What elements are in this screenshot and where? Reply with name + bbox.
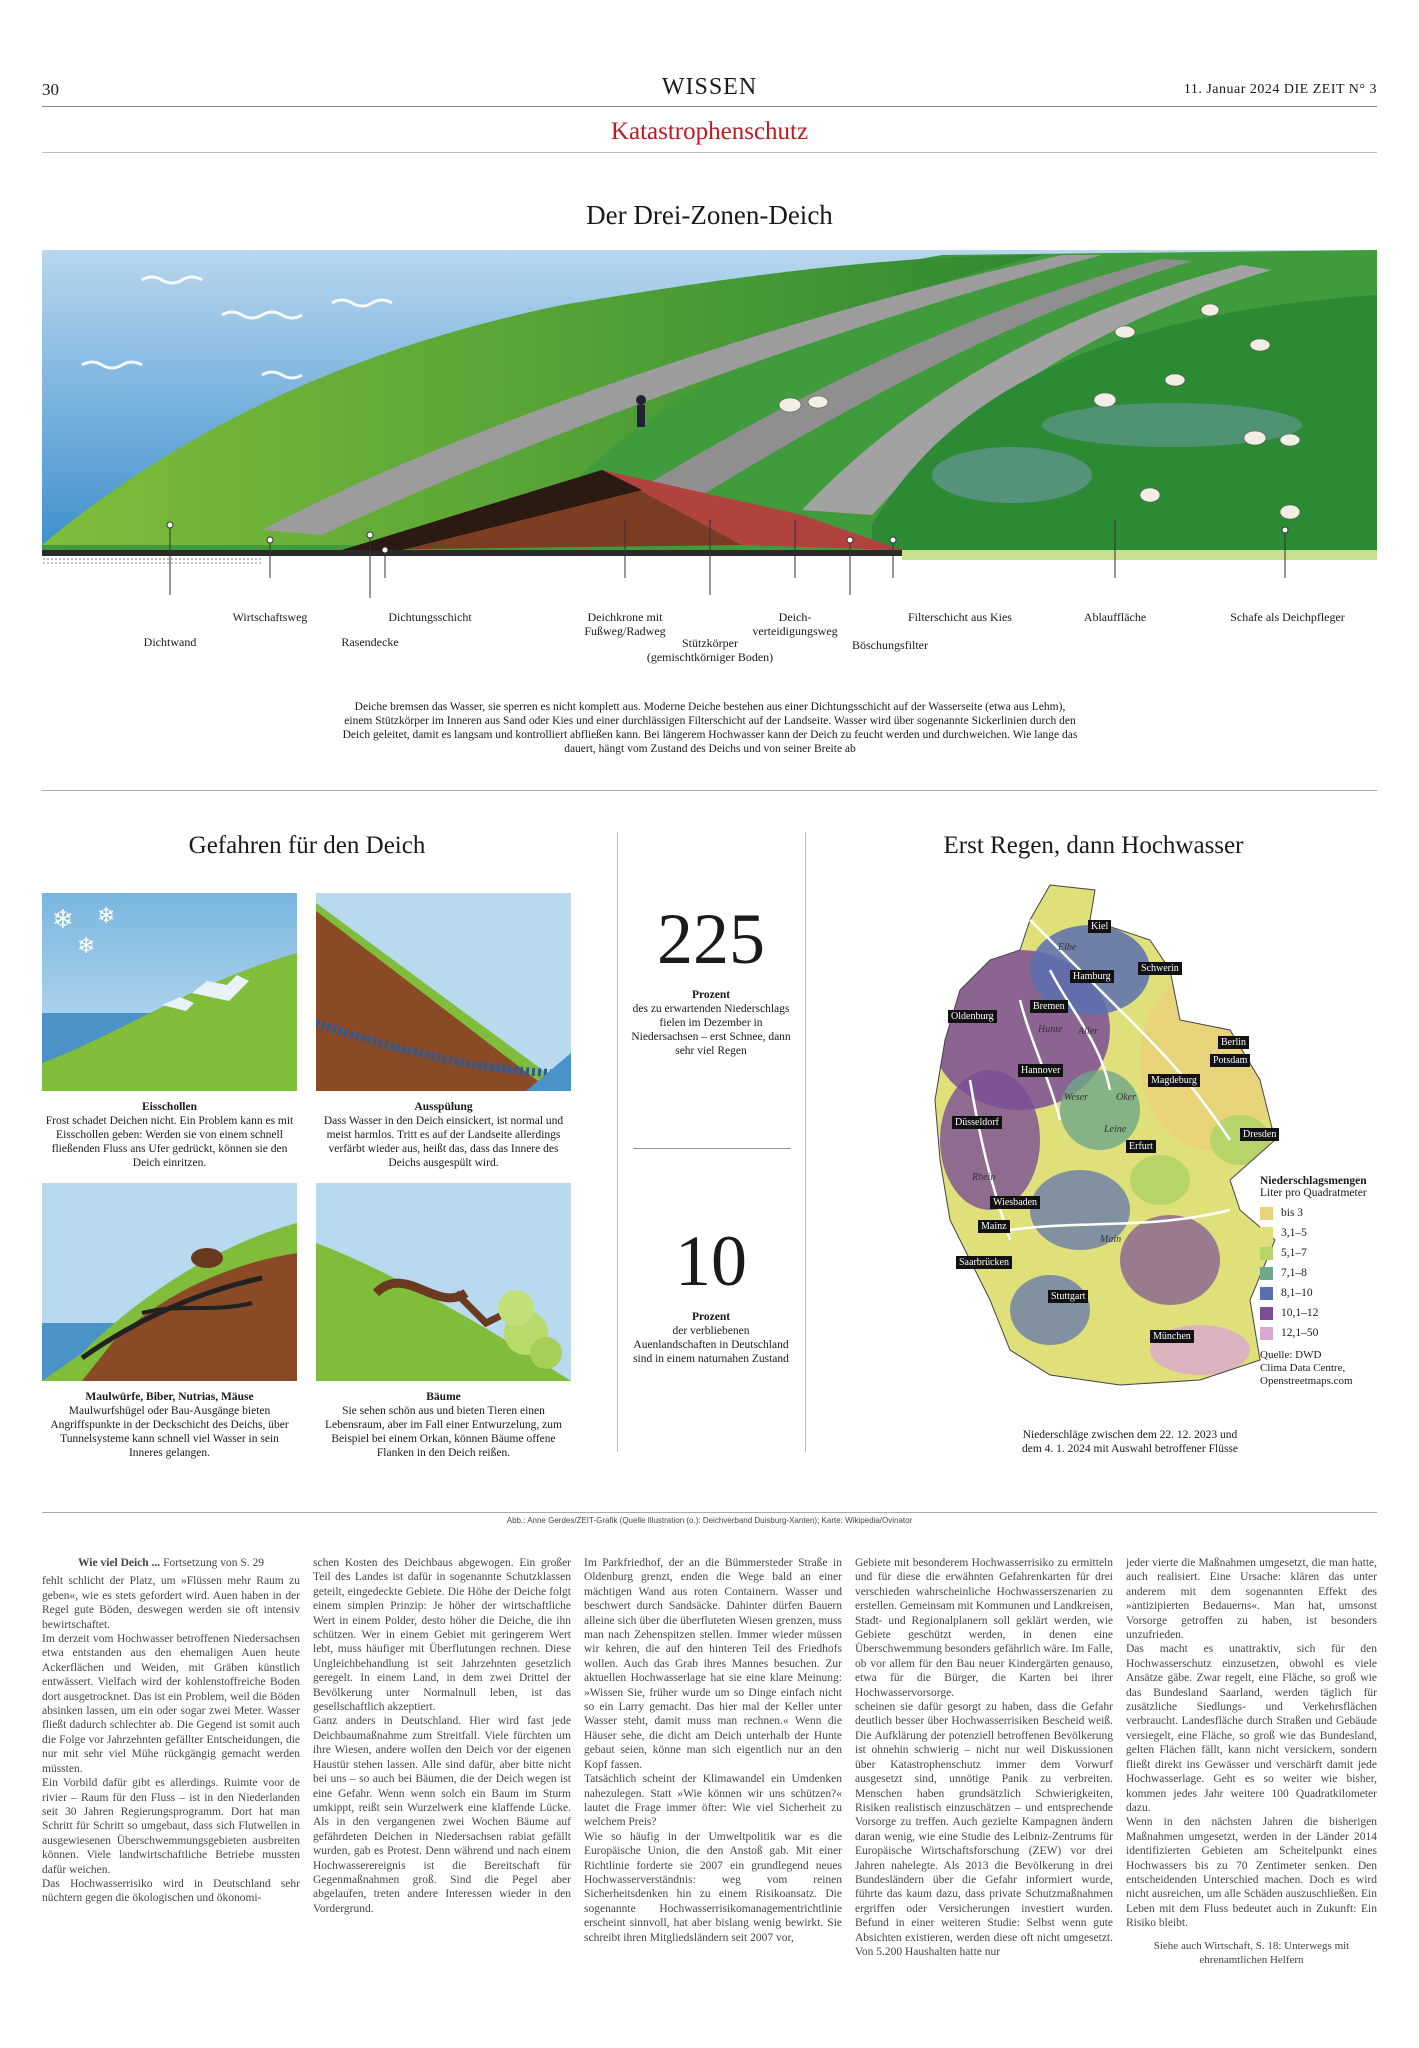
sheep (1250, 339, 1270, 351)
gefahr-2-head: Ausspülung (414, 1101, 473, 1113)
snowflake-icon: ❄ (77, 933, 96, 958)
legend-label: 8,1–10 (1281, 1287, 1313, 1299)
gefahr-1-text: Frost schadet Deichen nicht. Ein Problem kann es mit Eisschollen geben: Werden sie von einem schnell fließenden Fluss ans Ufer gedrückt, können sie den Deich einritzen. (45, 1115, 294, 1169)
article-col-3: Im Parkfriedhof, der an die Bümmersteder Straße in Oldenburg grenzt, enden die Wege bald an einer mächtigen Wand aus roten Containern. Wasser und beschwert durch Sandsäcke. Dahinter dürfen Bauern alleine sich über die überfluteten Wiesen grenzen, muss man nach Zehenspitzen stellen. Immer wieder müssen wir kehren, die auf den hinteren Teil des Friedhofs wollen. Auch das Grab ihres Mannes besuchen. Zur aktuellen Hochwasserlage hat sie eine klare Meinung: »Wissen Sie, früher wurde um so Dinge einfach nicht so ein Larry gemacht. Das hier mal der Keller unter Wasser steht, damit muss man rechnen.« Wenn die Häuser sehe, die dicht am Deich unterhalb der Hunte gebaut seien, könne man sich eigentlich nur an den Kopf fassen. Tatsächlich scheint der Klimawandel ein Umdenken nahezulegen. Statt »Wie können wir uns schützen?« lautet die Frage immer öfter: Wie viel Sicherheit zu welchem Preis? Wie so häufig in der Umweltpolitik war es die Europäische Union, die den Anstoß gab. Mit einer Richtlinie forderte sie 2007 ein grundlegend neues Hochwasserverständnis: weg vom reinen Sicherheitsdenken hin zu einem Risikoansatz. Die sogenannte Hochwasserrisikomanagementrichtlinie erscheint sinnvoll, hat aber bislang wenig bewirkt. Sie schreibt ihren Mitgliedsländern seit 2007 vor, (584, 1557, 842, 1944)
kicker: Katastrophenschutz (610, 118, 809, 145)
article-col-1 (42, 1556, 300, 1906)
legend-item (1260, 1283, 1380, 1303)
sheep (779, 398, 801, 412)
panel-baeume (316, 1183, 571, 1381)
sheep (1244, 431, 1266, 445)
city-saarbruecken: Saarbrücken (956, 1256, 1012, 1269)
animal (191, 1248, 223, 1268)
city-schwerin: Schwerin (1138, 962, 1182, 975)
legend-label: bis 3 (1281, 1207, 1304, 1219)
river-elbe: Elbe (1058, 942, 1077, 953)
city-berlin: Berlin (1218, 1036, 1249, 1049)
legend-item (1260, 1263, 1380, 1283)
legend-swatch (1260, 1247, 1273, 1260)
city-muenchen: München (1150, 1330, 1194, 1343)
walker (636, 395, 646, 427)
deich-title: Der Drei-Zonen-Deich (586, 200, 833, 230)
label-boeschungsfilter: Böschungsfilter (852, 638, 928, 652)
river-hunte: Hunte (1038, 1024, 1063, 1035)
legend-item (1260, 1303, 1380, 1323)
kicker-rule (42, 152, 1377, 153)
legend-item (1260, 1243, 1380, 1263)
section-title: WISSEN (661, 74, 758, 100)
sheep (1165, 374, 1185, 386)
page-number: 30 (42, 80, 59, 99)
header-rule (42, 106, 1377, 107)
legend-swatch (1260, 1287, 1273, 1300)
gefahr-1 (42, 1100, 297, 1170)
stat-1-value: 225 (657, 899, 765, 979)
gefahr-1-head: Eisschollen (142, 1101, 197, 1113)
legend-swatch (1260, 1207, 1273, 1220)
city-hamburg: Hamburg (1070, 970, 1114, 983)
river-aller: Aller (1078, 1026, 1098, 1037)
article-col-5-text: jeder vierte die Maßnahmen umgesetzt, die man hatte, auch realisiert. Eine Ursache: klären das unter anderem mit dem sogenannten Effekt des »antizipierten Bedauerns«. Man hat, umsonst Vorsorge getroffen zu haben, ist besonders unzufrieden. Das macht es unattraktiv, sich für den Hochwasserschutz einzusetzen, obwohl es viele Ansätze gäbe. Zwar regelt, eine Fläche, so groß wie das Bundesland Saarland, werden täglich für zusätzliche Siedlungs- und Verkehrsflächen verbraucht. Landesfläche durch Straßen und Gebäude versiegelt, eine Fläche, so groß wie das Bundesland, gelten Flächen fällt, kann nicht versickern, sondern fließt direkt ins Gewässer und verschärft damit jede Hochwasserlage. Geht es so weiter wie bisher, kommen jedes Jahr weitere 100 Quadratkilometer dazu. Wenn in den nächsten Jahren die bisherigen Maßnahmen umgesetzt, werden in der Länder 2014 identifizierten Gebieten am Scheitelpunkt eines Hochwassers bis zu 70 Zentimeter senken. Den entscheidenden Unterschied machen. Doch es wird nicht ausreichen, um alle Schäden auszuschließen. Ein Leben mit dem Fluss bedeutet auch in Zukunft: Ein Risiko bleibt. (1126, 1557, 1377, 1930)
gefahr-2-text: Dass Wasser in den Deich einsickert, ist normal und meist harmlos. Tritt es auf der Landseite allerdings verfärbt wieder aus, heißt das, dass das Innere des Deichs ausgespült wird. (323, 1115, 564, 1169)
credit-rule (42, 1512, 1377, 1513)
article-col-5 (1126, 1556, 1377, 1967)
label-deichkrone: Deichkrone mit Fußweg/Radweg (584, 610, 666, 638)
image-credit: Abb.: Anne Gerdes/ZEIT-Grafik (Quelle Illustration (o.): Deichverband Duisburg-Xanten); Karte: Wikipedia/Ovinator (506, 1516, 913, 1525)
legend-label: 5,1–7 (1281, 1247, 1307, 1259)
map-legend (1260, 1175, 1380, 1388)
city-dresden: Dresden (1240, 1128, 1279, 1141)
city-oldenburg: Oldenburg (948, 1010, 997, 1023)
gefahr-2 (316, 1100, 571, 1170)
gefahr-4-head: Bäume (426, 1391, 461, 1403)
sheep (808, 396, 828, 408)
article-col-1-text: fehlt schlicht der Platz, um »Flüssen mehr Raum zu geben«, wie es stets gefordert wird. Auen haben in der Regel gute Böden, deswegen werden sie oft intensiv bewirtschaftet. Im derzeit vom Hochwasser betroffenen Niedersachsen etwa entstanden aus den ehemaligen Auen heute Ackerflächen und Weiden, mit Gräben künstlich entwässert. Vielfach wird der kohlenstoffreiche Boden dort ausgetrocknet. Das ist ein Problem, weil die Böden absinken lassen, um ein oder sogar zwei Meter. Wasser fließt dadurch schlechter ab. Die Gegend ist somit auch die Folge vor Jahrzehnten gefällter Entscheidungen, die nur mit sehr viel Mühe rückgängig gemacht werden müssten. Ein Vorbild dafür gibt es allerdings. Ruimte voor de rivier – Raum für den Fluss – ist in den Niederlanden seit 30 Jahren Regierungsprogramm. Dort hat man Schritt für Schritt so umgebaut, dass sich Flutwellen in ausgewiesenen Überschwemmungsgebieten ausbreiten können. Viele landwirtschaftliche Betriebe mussten dafür weichen. Das Hochwasserrisiko wird in Deutschland sehr nüchtern gegen die ökologischen und ökonomi- (42, 1575, 300, 1905)
river-rhein: Rhein (972, 1172, 996, 1183)
city-hannover: Hannover (1018, 1064, 1063, 1077)
snowflake-icon: ❄ (52, 905, 74, 934)
snowflake-icon: ❄ (97, 903, 116, 928)
stat-2-text: der verbliebenen Auenlandschaften in Deutschland sind in einem naturnahen Zustand (633, 1325, 789, 1365)
city-duesseldorf: Düsseldorf (952, 1116, 1002, 1129)
legend-label: 12,1–50 (1281, 1327, 1319, 1339)
stat-1-unit: Prozent (691, 989, 731, 1001)
legend-swatch (1260, 1227, 1273, 1240)
city-mainz: Mainz (978, 1220, 1010, 1233)
map-source: Quelle: DWD Clima Data Centre, Openstreetmaps.com (1260, 1349, 1353, 1387)
river-main: Main (1100, 1234, 1122, 1245)
stat-2-unit: Prozent (691, 1311, 731, 1323)
legend-title: Niederschlagsmengen (1260, 1175, 1367, 1187)
legend-item (1260, 1223, 1380, 1243)
city-wiesbaden: Wiesbaden (990, 1196, 1040, 1209)
stat-1-text: des zu erwartenden Niederschlags fielen im Dezember in Niedersachsen – erst Schnee, dann sehr viel Regen (631, 1003, 791, 1057)
map-title: Erst Regen, dann Hochwasser (943, 832, 1244, 859)
article-kicker: Wie viel Deich ... (77, 1557, 161, 1569)
sheep (1280, 434, 1300, 446)
issue-date: 11. Januar 2024 DIE ZEIT N° 3 (1183, 82, 1377, 97)
article-col-4: Gebiete mit besonderem Hochwasserrisiko zu ermitteln und für diese die erwähnten Gefahrenkarten für drei verschieden wahrscheinliche Hochwasserszenarien zu erstellen. Gemeinsam mit Kommunen und Landkreisen, Stadt- und Regionalplanern soll geklärt werden, wie Gebiete geschützt werden, in denen eine Überschwemmung besonders gefährlich wäre. Im Falle, ob vor allem für den Bau neuer Kindergärten genauso, etwa für die Bürger, die Karten bei ihrer Hochwasservorsorge. scheinen sie dafür gesorgt zu haben, dass die Gefahr deutlich besser über Hochwasserrisiken Bescheid weiß. Die Aufklärung der potenziell betroffenen Bevölkerung ist ohnehin schwierig – nicht nur weil Diskussionen über Katastrophenschutz immer dem Vorwurf ausgesetzt sind, unnötige Panik zu verbreiten. Menschen haben grundsätzlich Schwierigkeiten, Risiken realistisch einzuschätzen – und entsprechende Vorsorge zu treffen. Auch gezielte Kampagnen ändern daran wenig, wie eine Studie des Leibniz-Zentrums für Europäische Wirtschaftsforschung (ZEW) vor drei Jahren nahelegte. Als 2013 die Bevölkerung in drei Bundesländern über die Gefahr informiert wurde, führte das kaum dazu, dass private Schutzmaßnahmen ergriffen oder Versicherungen investiert wurden. Befund in einer weiteren Studie: Selbst wenn gute Absichten existieren, werden diese oft nicht umgesetzt. Von 5.200 Haushalten hatte nur (855, 1557, 1113, 1958)
see-also[interactable]: Siehe auch Wirtschaft, S. 18: Unterwegs mit ehrenamtlichen Helfern (1153, 1939, 1350, 1966)
label-verteidigungsweg: Deich- verteidigungsweg (752, 610, 838, 638)
section-rule (42, 790, 1377, 791)
legend-item (1260, 1323, 1380, 1343)
legend-sub: Liter pro Quadratmeter (1260, 1187, 1367, 1199)
city-potsdam: Potsdam (1210, 1054, 1250, 1067)
city-stuttgart: Stuttgart (1048, 1290, 1088, 1303)
legend-label: 10,1–12 (1281, 1307, 1319, 1319)
legend-label: 3,1–5 (1281, 1227, 1307, 1239)
vrule-left (617, 832, 618, 1452)
gefahr-4-text: Sie sehen schön aus und bieten Tieren einen Lebensraum, aber im Fall einer Entwurzelung, zum Beispiel bei einem Orkan, können Bäume offene Flanken in den Deich reißen. (325, 1405, 562, 1459)
sheep (1115, 326, 1135, 338)
river-leine: Leine (1104, 1124, 1127, 1135)
city-kiel: Kiel (1088, 920, 1111, 933)
gefahr-3 (42, 1390, 297, 1460)
label-ablauf: Ablauffläche (1083, 610, 1147, 624)
legend-swatch (1260, 1267, 1273, 1280)
city-magdeburg: Magdeburg (1148, 1074, 1200, 1087)
stat-divider (633, 1148, 791, 1149)
map-caption: Niederschläge zwischen dem 22. 12. 2023 und dem 4. 1. 2024 mit Auswahl betroffener Flüsse (1021, 1429, 1239, 1455)
legend-item (1260, 1203, 1380, 1223)
sheep (1140, 488, 1160, 502)
legend-swatch (1260, 1307, 1273, 1320)
vrule-right (805, 832, 806, 1452)
legend-label: 7,1–8 (1281, 1267, 1307, 1279)
stat-2-value: 10 (675, 1221, 747, 1301)
legend-swatch (1260, 1327, 1273, 1340)
label-stuetzkoerper: Stützkörper (gemischtkörniger Boden) (646, 636, 774, 664)
panel-ausspuelung (316, 893, 571, 1091)
sheep (1094, 393, 1116, 407)
gefahr-3-text: Maulwurfshügel oder Bau-Ausgänge bieten Angriffspunkte in der Deckschicht des Deichs, über Tunnelsysteme kann schnell viel Wasser in sein Inneres gelangen. (50, 1405, 289, 1459)
label-dichtungsschicht: Dichtungsschicht (388, 610, 472, 624)
river-oker: Oker (1116, 1092, 1136, 1103)
sheep-group (760, 290, 1320, 540)
callout-lines (0, 520, 1419, 610)
city-bremen: Bremen (1030, 1000, 1068, 1013)
panel-maulwuerfe (42, 1183, 297, 1381)
sheep (1280, 505, 1300, 519)
sheep (1201, 304, 1219, 316)
deich-caption: Deiche bremsen das Wasser, sie sperren es nicht komplett aus. Moderne Deiche bestehen aus einer Dichtungsschicht auf der Wasserseite (etwa aus Lehm), einem Stützkörper im Inneren aus Sand oder Kies und einer durchlässigen Filterschicht auf der Landseite. Wasser wird über sogenannte Sickerlinien durch den Deich geleitet, damit es langsam und kontrolliert abfließen kann. Bei längerem Hochwasser kann der Deich zu feucht werden und durchweichen. Wie lange das dauert, hängt vom Zustand des Deichs und von seiner Breite ab (342, 701, 1078, 755)
article-col-2: schen Kosten des Deichbaus abgewogen. Ein großer Teil des Landes ist dafür in sogenannte Schutzklassen geteilt, eingedeckte Gebiete. Die Höhe der Deiche folgt einem simplen Prinzip: Je höher der wirtschaftliche Wert in einem Polder, desto höher die Deiche, die ihn schützen. Wer in einem Gebiet mit geringerem Wert lebt, muss häufiger mit Überflutungen rechnen. Diese Ungleichbehandlung ist seit Jahrzehnten gesetzlich geregelt. In einem Land, in dem zwei Drittel der Bevölkerung unter Normalnull leben, ist das gesellschaftlich akzeptiert. Ganz anders in Deutschland. Hier wird fast jede Deichbaumaßnahme zum Streitfall. Viele fürchten um ihre Wiesen, andere wollen den Deich vor der eigenen Haustür stehen lassen. Alle sind dafür, aber bitte nicht bei uns – so auch bei Bäumen, die der Deich wegen ist eine Gefahr. Wenn wenn solch ein Baum im Sturm umkippt, reißt sein Wurzelwerk eine klaffende Lücke. Als in den vergangenen zwei Wochen Bäume auf gefährdeten Deichen in Niedersachsen rabiat gefällt wurden, gab es Protest. Denn während und nach einem Hochwasserereignis ist die Bereitschaft für Gegenmaßnahmen groß. Sind die Pegel aber abgelaufen, treten andere Interessen wieder in den Vordergrund. (313, 1557, 571, 1915)
label-rasendecke: Rasendecke (341, 635, 399, 649)
label-schafe: Schafe als Deichpfleger (1230, 610, 1345, 624)
gefahren-title: Gefahren für den Deich (188, 832, 426, 859)
gefahr-3-head: Maulwürfe, Biber, Nutrias, Mäuse (85, 1391, 254, 1403)
label-filterschicht: Filterschicht aus Kies (908, 610, 1012, 624)
label-dichtwand: Dichtwand (143, 635, 197, 649)
panel-eisschollen (42, 893, 297, 1091)
article-cont: Fortsetzung von S. 29 (163, 1557, 265, 1569)
gefahr-4 (316, 1390, 571, 1460)
river-weser: Weser (1064, 1092, 1089, 1103)
label-wirtschaftsweg: Wirtschaftsweg (232, 610, 308, 624)
city-erfurt: Erfurt (1126, 1140, 1156, 1153)
